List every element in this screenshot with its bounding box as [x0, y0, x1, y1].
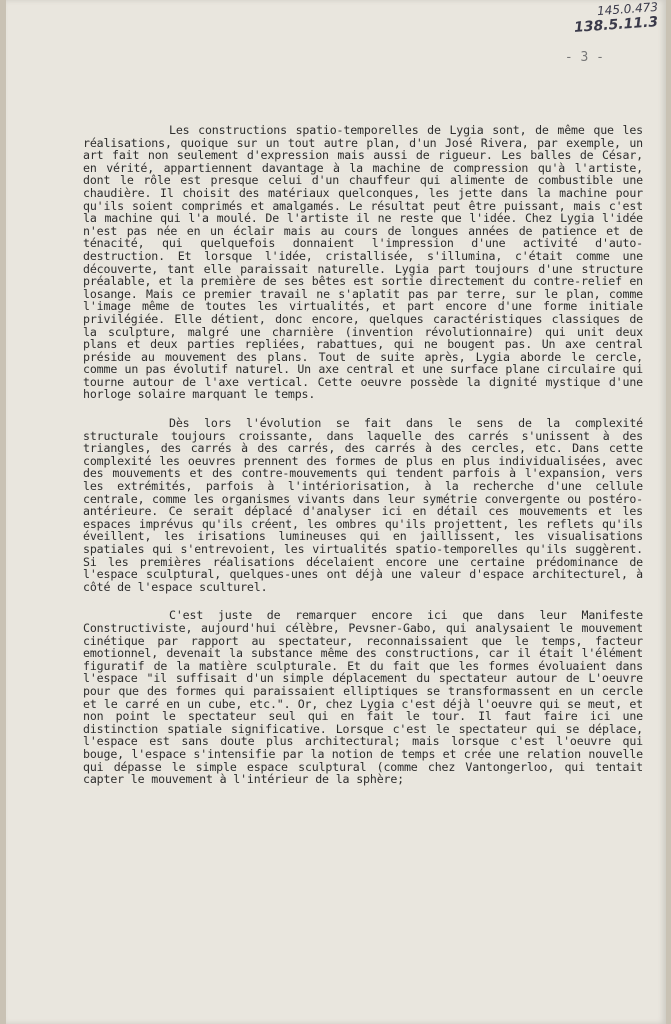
- paragraph-2: Dès lors l'évolution se fait dans le sens de la complexité structurale toujours croissante, dans laquelle des carrés s'unissent à des triangles, des carrés à des carrés, des carrés à des cercles, etc. Dans cette complexité les oeuvres prennent des formes de plus en plus individualisées, avec des mouvements et des contre-mouvements qui tendent parfois à l'expansion, vers les extrémités, parfois à l'intériorisation, à la recherche d'une cellule centrale, comme les organismes vivants dans leur symétrie convergente ou postéro-antérieure. Ce serait déplacé d'analyser ici en détail ces mouvements et les espaces imprévus qu'ils créent, les ombres qu'ils projettent, les reflets qu'ils éveillent, les irisations lumineuses qui en jaillissent, les visualisations spatiales qui s'entrevoient, les virtualités spatio-temporelles qu'ils suggèrent. Si les premières réalisations décelaient encore une certaine prédominance de l'espace sculptural, quelques-unes ont déjà une valeur d'espace architecturel, à côté de l'espace sculturel.: [83, 416, 643, 594]
- document-body: [83, 124, 643, 786]
- archive-reference-number-2: 138.5.11.3: [573, 14, 659, 36]
- archive-reference-number: 145.0.473: [596, 0, 659, 19]
- paragraph-3: C'est juste de remarquer encore ici que dans leur Manifeste Constructiviste, aujourd'hui célèbre, Pevsner-Gabo, qui analysaient le mouvement cinétique par rapport au spectateur, reconnaissaient que le temps, facteur emotionnel, devenait la substance même des constructions, car il était l'élément figuratif de la matière sculpturale. Et du fait que les formes évoluaient dans l'espace "il suffisait d'un simple déplacement du spectateur autour de L'oeuvre pour que des formes qui paraissaient elliptiques se transformassent en un cercle et le carré en un cube, etc.". Or, chez Lygia c'est déjà l'oeuvre qui se meut, et non point le spectateur seul qui en fait le tour. Il faut faire ici une distinction spatiale significative. Lorsque c'est le spectateur qui se déplace, l'espace est sans doute plus architectural; mais lorsque c'est l'oeuvre qui bouge, l'espace s'intensifie par la notion de temps et crée une relation nouvelle qui dépasse le simple espace sculptural (comme chez Vantongerloo, qui tentait capter le mouvement à l'intérieur de la sphère;: [83, 608, 643, 787]
- paragraph-1: Les constructions spatio-temporelles de Lygia sont, de même que les réalisations, quoique sur un tout autre plan, d'un José Rivera, par exemple, un art fait non seulement d'expression mais aussi de rigueur. Les balles de César, en vérité, appartiennent davantage à la machine de compression qu'à l'artiste, dont le rôle est presque celui d'un chauffeur qui alimente de combustible une chaudière. Il choisit des matériaux quelconques, les jette dans la machine pour qu'ils soient comprimés et amalgamés. Le résultat peut être puissant, mais c'est la machine qui l'a moulé. De l'artiste il ne reste que l'idée. Chez Lygia l'idée n'est pas née en un éclair mais au cours de longues années de patience et de ténacité, qui quelquefois donnaient l'impression d'une activité d'auto-destruction. Et lorsque l'idée, cristallisée, s'illumina, c'était comme une découverte, tant elle paraissait naturelle. Lygia part toujours d'une structure préalable, et la première de ses bêtes est sortie directement du contre-relief en losange. Mais ce premier travail ne s'aplatit pas par terre, sur le plan, comme l'image même de toutes les virtualités, et part encore d'une forme initiale privilégiée. Elle détient, donc encore, quelques caractéristiques classiques de la sculpture, malgré une charnière (invention révolutionnaire) qui unit deux plans et deux parties repliées, rabattues, qui ne bougent pas. Un axe central préside au mouvement des plans. Tout de suite après, Lygia aborde le cercle, comme un pas évolutif naturel. Un axe central et une surface plane circulaire qui tourne autour de l'axe vertical. Cette oeuvre possède la dignité mystique d'une horloge solaire marquant le temps.: [83, 123, 643, 402]
- typewritten-page: [6, 0, 666, 1024]
- page-number: - 3 -: [564, 50, 604, 65]
